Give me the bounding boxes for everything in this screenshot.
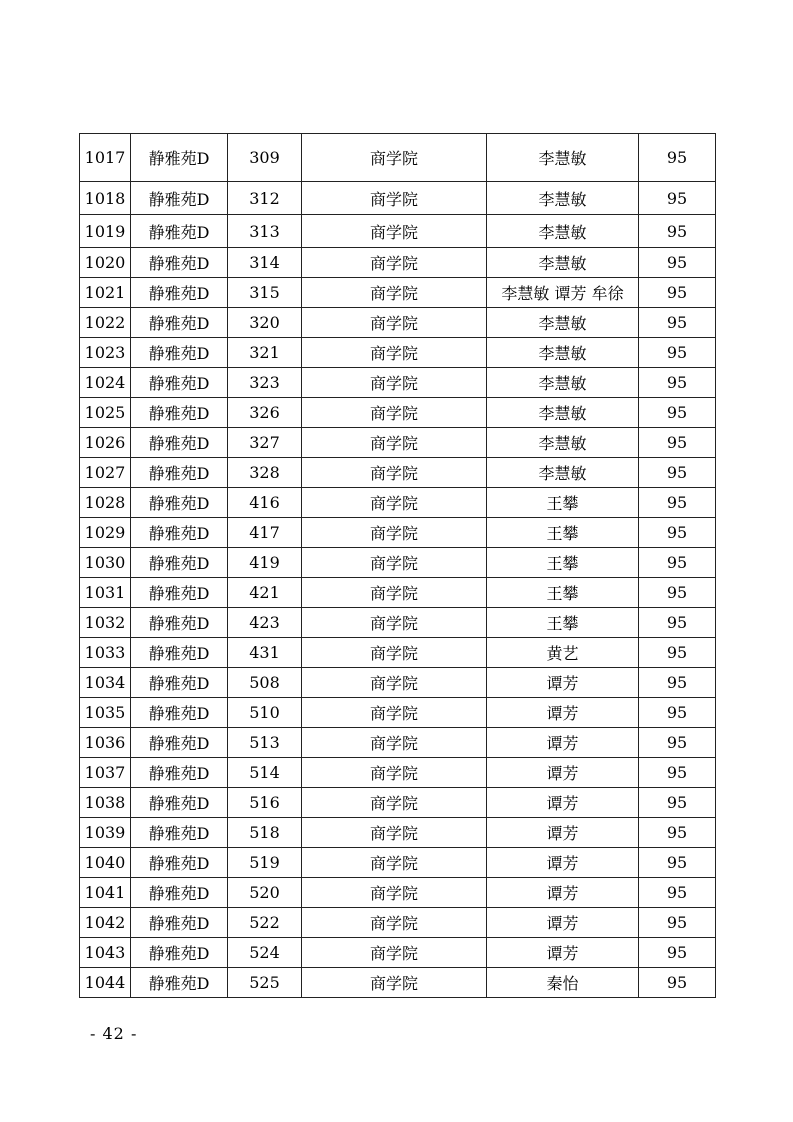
table-row: [80, 368, 716, 398]
cell-room-number: 421: [228, 578, 302, 608]
cell-counselor: 谭芳: [487, 938, 639, 968]
cell-building: 静雅苑D: [131, 458, 228, 488]
cell-room-number: 516: [228, 788, 302, 818]
table-row: [80, 134, 716, 182]
cell-counselor: 王攀: [487, 548, 639, 578]
cell-score: 95: [639, 938, 716, 968]
cell-score: 95: [639, 968, 716, 998]
cell-building: 静雅苑D: [131, 398, 228, 428]
cell-room-number: 419: [228, 548, 302, 578]
cell-room-number: 323: [228, 368, 302, 398]
table-row: [80, 338, 716, 368]
cell-building: 静雅苑D: [131, 698, 228, 728]
cell-college: 商学院: [302, 278, 487, 308]
cell-counselor: 谭芳: [487, 758, 639, 788]
cell-serial-number: 1035: [80, 698, 131, 728]
cell-college: 商学院: [302, 134, 487, 182]
cell-serial-number: 1020: [80, 248, 131, 278]
cell-college: 商学院: [302, 182, 487, 215]
cell-room-number: 327: [228, 428, 302, 458]
table-row: [80, 518, 716, 548]
cell-building: 静雅苑D: [131, 818, 228, 848]
cell-score: 95: [639, 728, 716, 758]
cell-college: 商学院: [302, 578, 487, 608]
cell-room-number: 510: [228, 698, 302, 728]
table-row: [80, 278, 716, 308]
cell-score: 95: [639, 908, 716, 938]
table-row: [80, 215, 716, 248]
cell-room-number: 326: [228, 398, 302, 428]
cell-college: 商学院: [302, 638, 487, 668]
cell-counselor: 谭芳: [487, 878, 639, 908]
cell-room-number: 328: [228, 458, 302, 488]
cell-score: 95: [639, 848, 716, 878]
cell-score: 95: [639, 278, 716, 308]
cell-counselor: 秦怡: [487, 968, 639, 998]
cell-college: 商学院: [302, 728, 487, 758]
cell-serial-number: 1038: [80, 788, 131, 818]
cell-score: 95: [639, 698, 716, 728]
cell-counselor: 王攀: [487, 488, 639, 518]
cell-serial-number: 1034: [80, 668, 131, 698]
cell-building: 静雅苑D: [131, 968, 228, 998]
cell-counselor: 谭芳: [487, 728, 639, 758]
cell-score: 95: [639, 548, 716, 578]
cell-counselor: 谭芳: [487, 908, 639, 938]
cell-counselor: 谭芳: [487, 698, 639, 728]
cell-counselor: 谭芳: [487, 848, 639, 878]
cell-room-number: 518: [228, 818, 302, 848]
table-row: [80, 728, 716, 758]
table-row: [80, 758, 716, 788]
cell-building: 静雅苑D: [131, 638, 228, 668]
cell-serial-number: 1023: [80, 338, 131, 368]
table-row: [80, 488, 716, 518]
cell-counselor: 李慧敏: [487, 134, 639, 182]
cell-serial-number: 1036: [80, 728, 131, 758]
cell-room-number: 520: [228, 878, 302, 908]
page-number: - 42 -: [90, 1024, 138, 1043]
cell-college: 商学院: [302, 428, 487, 458]
cell-building: 静雅苑D: [131, 488, 228, 518]
cell-room-number: 423: [228, 608, 302, 638]
cell-serial-number: 1044: [80, 968, 131, 998]
cell-counselor: 谭芳: [487, 818, 639, 848]
cell-college: 商学院: [302, 698, 487, 728]
cell-college: 商学院: [302, 215, 487, 248]
cell-score: 95: [639, 428, 716, 458]
cell-room-number: 522: [228, 908, 302, 938]
cell-building: 静雅苑D: [131, 518, 228, 548]
cell-counselor: 李慧敏: [487, 248, 639, 278]
table-row: [80, 668, 716, 698]
cell-score: 95: [639, 248, 716, 278]
cell-counselor: 黄艺: [487, 638, 639, 668]
table-row: [80, 878, 716, 908]
cell-college: 商学院: [302, 518, 487, 548]
cell-counselor: 李慧敏: [487, 338, 639, 368]
cell-counselor: 李慧敏: [487, 428, 639, 458]
cell-room-number: 524: [228, 938, 302, 968]
cell-room-number: 514: [228, 758, 302, 788]
cell-building: 静雅苑D: [131, 278, 228, 308]
cell-score: 95: [639, 638, 716, 668]
cell-building: 静雅苑D: [131, 758, 228, 788]
cell-score: 95: [639, 758, 716, 788]
cell-score: 95: [639, 578, 716, 608]
cell-room-number: 417: [228, 518, 302, 548]
cell-building: 静雅苑D: [131, 548, 228, 578]
cell-counselor: 王攀: [487, 578, 639, 608]
cell-college: 商学院: [302, 338, 487, 368]
cell-college: 商学院: [302, 848, 487, 878]
cell-serial-number: 1024: [80, 368, 131, 398]
cell-room-number: 309: [228, 134, 302, 182]
cell-counselor: 李慧敏: [487, 398, 639, 428]
cell-college: 商学院: [302, 548, 487, 578]
table-row: [80, 638, 716, 668]
cell-serial-number: 1033: [80, 638, 131, 668]
cell-serial-number: 1043: [80, 938, 131, 968]
cell-room-number: 431: [228, 638, 302, 668]
cell-serial-number: 1032: [80, 608, 131, 638]
table-row: [80, 818, 716, 848]
cell-college: 商学院: [302, 668, 487, 698]
cell-score: 95: [639, 458, 716, 488]
cell-serial-number: 1025: [80, 398, 131, 428]
cell-college: 商学院: [302, 818, 487, 848]
table-row: [80, 788, 716, 818]
cell-serial-number: 1027: [80, 458, 131, 488]
table-row: [80, 908, 716, 938]
cell-counselor: 李慧敏: [487, 458, 639, 488]
cell-score: 95: [639, 398, 716, 428]
cell-score: 95: [639, 338, 716, 368]
cell-room-number: 312: [228, 182, 302, 215]
cell-serial-number: 1042: [80, 908, 131, 938]
cell-college: 商学院: [302, 458, 487, 488]
cell-college: 商学院: [302, 488, 487, 518]
cell-serial-number: 1018: [80, 182, 131, 215]
cell-college: 商学院: [302, 938, 487, 968]
cell-serial-number: 1030: [80, 548, 131, 578]
cell-building: 静雅苑D: [131, 878, 228, 908]
cell-building: 静雅苑D: [131, 668, 228, 698]
table-row: [80, 308, 716, 338]
table-row: [80, 938, 716, 968]
cell-room-number: 416: [228, 488, 302, 518]
cell-counselor: 李慧敏: [487, 368, 639, 398]
table-row: [80, 398, 716, 428]
cell-score: 95: [639, 368, 716, 398]
cell-score: 95: [639, 788, 716, 818]
table-row: [80, 698, 716, 728]
cell-building: 静雅苑D: [131, 248, 228, 278]
cell-serial-number: 1029: [80, 518, 131, 548]
cell-score: 95: [639, 878, 716, 908]
cell-college: 商学院: [302, 878, 487, 908]
cell-building: 静雅苑D: [131, 338, 228, 368]
cell-building: 静雅苑D: [131, 938, 228, 968]
cell-college: 商学院: [302, 608, 487, 638]
cell-room-number: 321: [228, 338, 302, 368]
cell-building: 静雅苑D: [131, 308, 228, 338]
cell-building: 静雅苑D: [131, 578, 228, 608]
cell-counselor: 谭芳: [487, 788, 639, 818]
cell-room-number: 315: [228, 278, 302, 308]
cell-room-number: 513: [228, 728, 302, 758]
table-row: [80, 428, 716, 458]
cell-building: 静雅苑D: [131, 215, 228, 248]
cell-building: 静雅苑D: [131, 788, 228, 818]
table-row: [80, 608, 716, 638]
cell-score: 95: [639, 668, 716, 698]
cell-college: 商学院: [302, 788, 487, 818]
cell-college: 商学院: [302, 368, 487, 398]
cell-building: 静雅苑D: [131, 368, 228, 398]
cell-counselor: 李慧敏: [487, 182, 639, 215]
table-row: [80, 578, 716, 608]
cell-serial-number: 1028: [80, 488, 131, 518]
cell-building: 静雅苑D: [131, 608, 228, 638]
cell-building: 静雅苑D: [131, 908, 228, 938]
cell-score: 95: [639, 608, 716, 638]
cell-score: 95: [639, 134, 716, 182]
cell-room-number: 314: [228, 248, 302, 278]
cell-counselor: 王攀: [487, 608, 639, 638]
cell-serial-number: 1039: [80, 818, 131, 848]
cell-serial-number: 1022: [80, 308, 131, 338]
cell-score: 95: [639, 308, 716, 338]
cell-college: 商学院: [302, 398, 487, 428]
cell-college: 商学院: [302, 968, 487, 998]
cell-serial-number: 1021: [80, 278, 131, 308]
dormitory-score-table: [79, 133, 716, 998]
table-row: [80, 182, 716, 215]
cell-college: 商学院: [302, 308, 487, 338]
cell-serial-number: 1017: [80, 134, 131, 182]
cell-serial-number: 1019: [80, 215, 131, 248]
cell-score: 95: [639, 818, 716, 848]
cell-counselor: 王攀: [487, 518, 639, 548]
cell-room-number: 525: [228, 968, 302, 998]
cell-serial-number: 1037: [80, 758, 131, 788]
cell-room-number: 313: [228, 215, 302, 248]
cell-counselor: 李慧敏: [487, 215, 639, 248]
table-row: [80, 248, 716, 278]
cell-counselor: 谭芳: [487, 668, 639, 698]
cell-room-number: 519: [228, 848, 302, 878]
cell-college: 商学院: [302, 758, 487, 788]
cell-serial-number: 1040: [80, 848, 131, 878]
cell-building: 静雅苑D: [131, 428, 228, 458]
cell-counselor: 李慧敏 谭芳 牟徐: [487, 278, 639, 308]
cell-building: 静雅苑D: [131, 182, 228, 215]
table-row: [80, 848, 716, 878]
cell-serial-number: 1026: [80, 428, 131, 458]
cell-score: 95: [639, 182, 716, 215]
table-row: [80, 968, 716, 998]
cell-room-number: 508: [228, 668, 302, 698]
cell-serial-number: 1041: [80, 878, 131, 908]
table-row: [80, 458, 716, 488]
cell-college: 商学院: [302, 908, 487, 938]
cell-college: 商学院: [302, 248, 487, 278]
cell-room-number: 320: [228, 308, 302, 338]
cell-score: 95: [639, 518, 716, 548]
table-row: [80, 548, 716, 578]
cell-building: 静雅苑D: [131, 848, 228, 878]
cell-score: 95: [639, 488, 716, 518]
cell-building: 静雅苑D: [131, 134, 228, 182]
cell-building: 静雅苑D: [131, 728, 228, 758]
cell-counselor: 李慧敏: [487, 308, 639, 338]
table-body: [80, 134, 716, 998]
cell-score: 95: [639, 215, 716, 248]
cell-serial-number: 1031: [80, 578, 131, 608]
